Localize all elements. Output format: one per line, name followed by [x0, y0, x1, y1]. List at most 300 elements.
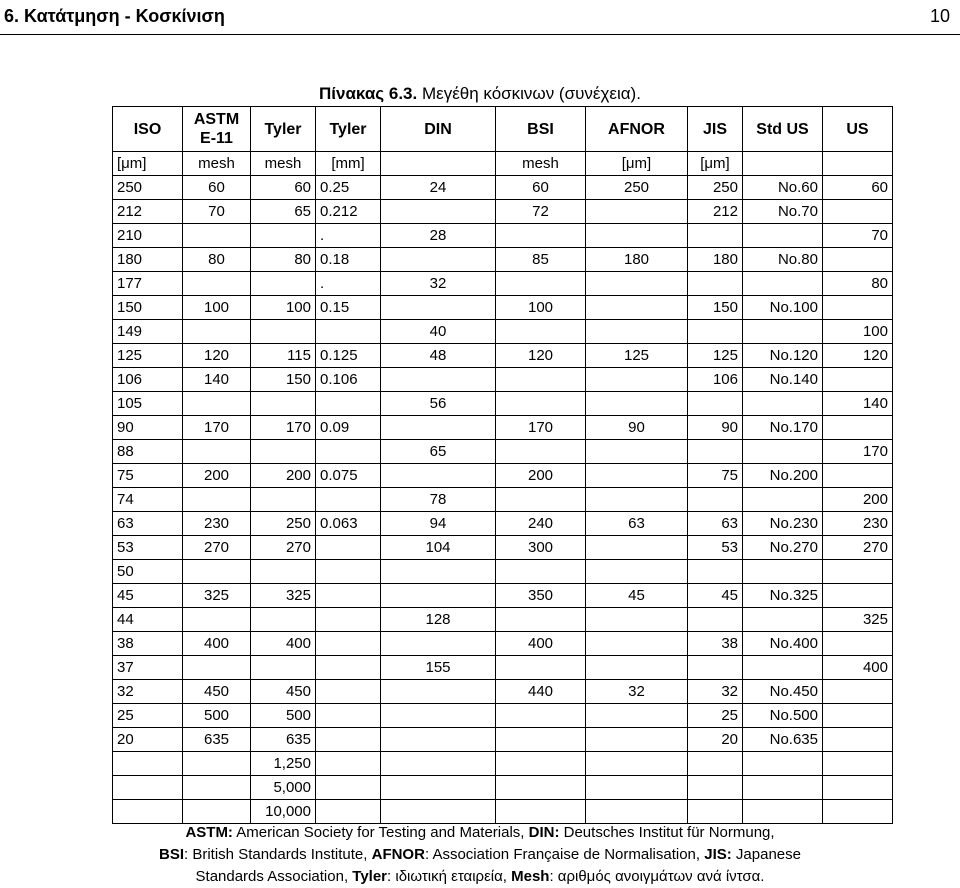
- table-cell: [743, 800, 823, 824]
- table-cell: 78: [381, 488, 496, 512]
- table-cell: [mm]: [316, 152, 381, 176]
- table-cell: 70: [823, 224, 893, 248]
- table-cell: [251, 320, 316, 344]
- table-row: [113, 536, 893, 560]
- table-cell: No.170: [743, 416, 823, 440]
- table-cell: 440: [496, 680, 586, 704]
- table-cell: 170: [823, 440, 893, 464]
- table-cell: 1,250: [251, 752, 316, 776]
- table-cell: 28: [381, 224, 496, 248]
- table-cell: 450: [251, 680, 316, 704]
- caption-label: Πίνακας 6.3.: [319, 84, 418, 103]
- table-cell: [381, 776, 496, 800]
- table-cell: [688, 440, 743, 464]
- table-cell: [251, 560, 316, 584]
- table-cell: [586, 368, 688, 392]
- table-cell: 94: [381, 512, 496, 536]
- column-header: Tyler: [251, 107, 316, 152]
- table-cell: [823, 728, 893, 752]
- footnote-line: [0, 866, 960, 888]
- table-cell: 80: [823, 272, 893, 296]
- table-cell: [381, 368, 496, 392]
- table-cell: [586, 536, 688, 560]
- table-cell: [743, 224, 823, 248]
- table-cell: [688, 800, 743, 824]
- table-cell: [743, 320, 823, 344]
- footnote-term: JIS:: [704, 846, 732, 863]
- table-cell: [496, 440, 586, 464]
- table-cell: 5,000: [251, 776, 316, 800]
- table-cell: 115: [251, 344, 316, 368]
- table-cell: [183, 656, 251, 680]
- table-cell: 80: [183, 248, 251, 272]
- table-cell: No.60: [743, 176, 823, 200]
- table-cell: [381, 560, 496, 584]
- footnote-line: [0, 822, 960, 844]
- table-cell: 240: [496, 512, 586, 536]
- table-cell: [823, 776, 893, 800]
- table-cell: 88: [113, 440, 183, 464]
- table-cell: 65: [251, 200, 316, 224]
- table-cell: [823, 560, 893, 584]
- table-cell: [688, 272, 743, 296]
- table-row: [113, 560, 893, 584]
- table-cell: 65: [381, 440, 496, 464]
- table-cell: [823, 584, 893, 608]
- table-cell: 75: [113, 464, 183, 488]
- table-row: [113, 464, 893, 488]
- table-cell: [251, 272, 316, 296]
- table-cell: [823, 704, 893, 728]
- table-cell: [381, 728, 496, 752]
- table-cell: [496, 560, 586, 584]
- table-cell: [688, 656, 743, 680]
- column-header: Std US: [743, 107, 823, 152]
- table-cell: [823, 680, 893, 704]
- table-cell: [496, 272, 586, 296]
- table-cell: 85: [496, 248, 586, 272]
- table-row: [113, 776, 893, 800]
- table-cell: [496, 656, 586, 680]
- table-cell: 150: [251, 368, 316, 392]
- footnote-line: [0, 844, 960, 866]
- table-cell: [496, 728, 586, 752]
- column-header: US: [823, 107, 893, 152]
- sieve-size-table: [112, 106, 893, 824]
- table-row: [113, 368, 893, 392]
- table-cell: [496, 392, 586, 416]
- table-row: [113, 656, 893, 680]
- table-cell: mesh: [183, 152, 251, 176]
- table-cell: [743, 272, 823, 296]
- table-row: [113, 320, 893, 344]
- table-row: [113, 248, 893, 272]
- table-cell: 200: [251, 464, 316, 488]
- table-cell: [586, 632, 688, 656]
- table-cell: 32: [381, 272, 496, 296]
- table-cell: 100: [823, 320, 893, 344]
- table-cell: 106: [113, 368, 183, 392]
- table-cell: [496, 704, 586, 728]
- table-cell: [251, 656, 316, 680]
- table-cell: 120: [823, 344, 893, 368]
- table-cell: [688, 392, 743, 416]
- table-cell: 70: [183, 200, 251, 224]
- table-cell: [183, 488, 251, 512]
- footnote-text: Deutsches Institut für Normung,: [559, 824, 775, 841]
- table-row: [113, 296, 893, 320]
- table-cell: [743, 656, 823, 680]
- table-cell: 155: [381, 656, 496, 680]
- table-cell: 63: [688, 512, 743, 536]
- table-cell: [743, 488, 823, 512]
- table-cell: 74: [113, 488, 183, 512]
- table-cell: .: [316, 224, 381, 248]
- table-cell: 0.125: [316, 344, 381, 368]
- footnote-text: : ιδιωτική εταιρεία,: [387, 868, 512, 885]
- table-cell: 250: [586, 176, 688, 200]
- table-cell: 0.075: [316, 464, 381, 488]
- table-cell: 72: [496, 200, 586, 224]
- table-cell: 150: [113, 296, 183, 320]
- table-cell: [251, 224, 316, 248]
- table-row: [113, 440, 893, 464]
- table-cell: [113, 752, 183, 776]
- table-cell: [316, 392, 381, 416]
- table-cell: [688, 488, 743, 512]
- table-cell: [586, 800, 688, 824]
- table-cell: No.635: [743, 728, 823, 752]
- table-cell: [316, 752, 381, 776]
- table-cell: [823, 152, 893, 176]
- table-cell: 90: [586, 416, 688, 440]
- table-cell: [496, 368, 586, 392]
- table-cell: [586, 608, 688, 632]
- page-header: [0, 0, 960, 35]
- table-cell: [183, 608, 251, 632]
- table-cell: 44: [113, 608, 183, 632]
- table-cell: 170: [496, 416, 586, 440]
- footnote-term: ASTM:: [185, 824, 233, 841]
- table-cell: 300: [496, 536, 586, 560]
- table-cell: [586, 296, 688, 320]
- table-cell: [183, 776, 251, 800]
- table-row: [113, 800, 893, 824]
- table-cell: 32: [586, 680, 688, 704]
- table-cell: 230: [823, 512, 893, 536]
- table-cell: 325: [823, 608, 893, 632]
- column-header: ISO: [113, 107, 183, 152]
- table-cell: 80: [251, 248, 316, 272]
- table-cell: 0.18: [316, 248, 381, 272]
- table-cell: 63: [586, 512, 688, 536]
- column-header: JIS: [688, 107, 743, 152]
- table-cell: [183, 272, 251, 296]
- table-cell: 270: [183, 536, 251, 560]
- table-cell: [μm]: [688, 152, 743, 176]
- table-cell: [381, 248, 496, 272]
- table-cell: 38: [113, 632, 183, 656]
- table-cell: [μm]: [586, 152, 688, 176]
- table-cell: 250: [113, 176, 183, 200]
- footnote-text: : Association Française de Normalisation,: [424, 846, 705, 863]
- table-cell: 56: [381, 392, 496, 416]
- table-cell: 125: [688, 344, 743, 368]
- table-cell: [381, 416, 496, 440]
- table-cell: [316, 800, 381, 824]
- table-cell: [823, 296, 893, 320]
- table-cell: 60: [183, 176, 251, 200]
- table-cell: 75: [688, 464, 743, 488]
- table-cell: 20: [688, 728, 743, 752]
- footnote-term: Tyler: [352, 868, 388, 885]
- table-cell: [316, 440, 381, 464]
- table-cell: [743, 392, 823, 416]
- table-cell: 60: [251, 176, 316, 200]
- table-row: [113, 224, 893, 248]
- table-cell: No.450: [743, 680, 823, 704]
- table-cell: [743, 608, 823, 632]
- table-cell: [381, 296, 496, 320]
- table-cell: [586, 656, 688, 680]
- table-cell: [586, 320, 688, 344]
- table-cell: [688, 320, 743, 344]
- table-cell: 140: [183, 368, 251, 392]
- table-cell: 180: [113, 248, 183, 272]
- table-cell: 0.25: [316, 176, 381, 200]
- table-cell: 350: [496, 584, 586, 608]
- table-cell: [586, 464, 688, 488]
- table-cell: No.100: [743, 296, 823, 320]
- table-cell: 635: [183, 728, 251, 752]
- table-cell: 250: [251, 512, 316, 536]
- table-cell: 180: [688, 248, 743, 272]
- table-cell: [316, 728, 381, 752]
- table-cell: 53: [688, 536, 743, 560]
- table-cell: [183, 440, 251, 464]
- table-cell: [381, 200, 496, 224]
- footnote-term: AFNOR: [371, 846, 425, 863]
- table-cell: No.270: [743, 536, 823, 560]
- table-cell: [823, 416, 893, 440]
- table-cell: [586, 728, 688, 752]
- table-cell: 0.09: [316, 416, 381, 440]
- table-cell: 120: [496, 344, 586, 368]
- table-cell: [586, 200, 688, 224]
- table-cell: [586, 224, 688, 248]
- table-cell: [316, 536, 381, 560]
- table-cell: [183, 320, 251, 344]
- table-row: [113, 752, 893, 776]
- table-cell: mesh: [251, 152, 316, 176]
- table-cell: 60: [823, 176, 893, 200]
- column-header: Tyler: [316, 107, 381, 152]
- page-number: 10: [929, 6, 950, 26]
- table-cell: [823, 632, 893, 656]
- table-cell: 270: [823, 536, 893, 560]
- table-cell: [743, 752, 823, 776]
- table-row: [113, 704, 893, 728]
- footnote: [0, 822, 960, 888]
- table-cell: [586, 272, 688, 296]
- table-cell: 0.106: [316, 368, 381, 392]
- table-cell: [316, 680, 381, 704]
- table-cell: [381, 632, 496, 656]
- table-cell: 212: [113, 200, 183, 224]
- table-cell: [586, 440, 688, 464]
- table-cell: [823, 800, 893, 824]
- table-cell: [496, 320, 586, 344]
- table-cell: [316, 608, 381, 632]
- table-cell: 100: [251, 296, 316, 320]
- table-cell: [316, 584, 381, 608]
- table-row: [113, 176, 893, 200]
- table-row: [113, 632, 893, 656]
- table-cell: 200: [496, 464, 586, 488]
- table-cell: 25: [688, 704, 743, 728]
- table-cell: [316, 560, 381, 584]
- table-cell: 60: [496, 176, 586, 200]
- table-cell: 90: [688, 416, 743, 440]
- table-cell: 0.063: [316, 512, 381, 536]
- table-cell: 125: [586, 344, 688, 368]
- table-cell: [586, 488, 688, 512]
- table-cell: [586, 560, 688, 584]
- table-cell: [183, 752, 251, 776]
- table-cell: [316, 488, 381, 512]
- table-cell: 20: [113, 728, 183, 752]
- table-header-row: [113, 107, 893, 152]
- table-cell: 10,000: [251, 800, 316, 824]
- table-row: [113, 392, 893, 416]
- table-cell: 170: [251, 416, 316, 440]
- table-cell: 32: [688, 680, 743, 704]
- table-row: [113, 488, 893, 512]
- table-cell: [688, 224, 743, 248]
- table-cell: [381, 704, 496, 728]
- table-cell: [496, 224, 586, 248]
- table-cell: 400: [183, 632, 251, 656]
- table-cell: [251, 392, 316, 416]
- table-cell: [251, 488, 316, 512]
- table-cell: [113, 800, 183, 824]
- footnote-term: Mesh: [511, 868, 550, 885]
- table-cell: [496, 776, 586, 800]
- column-header: BSI: [496, 107, 586, 152]
- table-cell: [496, 608, 586, 632]
- table-cell: [823, 200, 893, 224]
- table-cell: 400: [823, 656, 893, 680]
- table-cell: [183, 392, 251, 416]
- table-cell: [496, 800, 586, 824]
- footnote-text: Standards Association,: [195, 868, 353, 885]
- table-cell: 230: [183, 512, 251, 536]
- table-cell: [381, 152, 496, 176]
- table-cell: 38: [688, 632, 743, 656]
- table-cell: [496, 752, 586, 776]
- table-cell: No.70: [743, 200, 823, 224]
- table-cell: No.80: [743, 248, 823, 272]
- table-cell: .: [316, 272, 381, 296]
- table-cell: [496, 488, 586, 512]
- table-cell: [688, 608, 743, 632]
- table-cell: No.140: [743, 368, 823, 392]
- table-cell: [381, 800, 496, 824]
- table-cell: No.325: [743, 584, 823, 608]
- table-cell: [183, 224, 251, 248]
- column-header: ASTM E-11: [183, 107, 251, 152]
- table-row: [113, 584, 893, 608]
- table-cell: 270: [251, 536, 316, 560]
- table-cell: No.230: [743, 512, 823, 536]
- table-cell: [183, 800, 251, 824]
- table-row: [113, 512, 893, 536]
- table-cell: 50: [113, 560, 183, 584]
- table-cell: 125: [113, 344, 183, 368]
- table-row: [113, 728, 893, 752]
- table-cell: [586, 704, 688, 728]
- table-row: [113, 680, 893, 704]
- footnote-term: DIN:: [528, 824, 560, 841]
- table-cell: [251, 608, 316, 632]
- table-cell: [823, 368, 893, 392]
- table-cell: No.400: [743, 632, 823, 656]
- table-cell: 250: [688, 176, 743, 200]
- table-row: [113, 344, 893, 368]
- table-cell: 45: [688, 584, 743, 608]
- table-cell: [586, 776, 688, 800]
- table-row: [113, 272, 893, 296]
- table-cell: [316, 776, 381, 800]
- footnote-text: American Society for Testing and Materials,: [232, 824, 529, 841]
- table-cell: [823, 752, 893, 776]
- table-caption: [0, 84, 960, 104]
- table-cell: [381, 464, 496, 488]
- footnote-text: : αριθμός ανοιγμάτων ανά ίντσα.: [549, 868, 765, 885]
- table-cell: [688, 752, 743, 776]
- table-cell: 40: [381, 320, 496, 344]
- table-cell: No.200: [743, 464, 823, 488]
- table-cell: [316, 320, 381, 344]
- table-cell: 48: [381, 344, 496, 368]
- table-cell: 53: [113, 536, 183, 560]
- table-cell: mesh: [496, 152, 586, 176]
- table-row: [113, 200, 893, 224]
- table-cell: 635: [251, 728, 316, 752]
- table-row: [113, 608, 893, 632]
- table-cell: [183, 560, 251, 584]
- table-cell: [586, 752, 688, 776]
- table-cell: [316, 656, 381, 680]
- table-cell: 500: [183, 704, 251, 728]
- table-cell: 180: [586, 248, 688, 272]
- table-cell: 150: [688, 296, 743, 320]
- column-header: DIN: [381, 107, 496, 152]
- table-cell: [743, 560, 823, 584]
- table-cell: 25: [113, 704, 183, 728]
- column-header: AFNOR: [586, 107, 688, 152]
- table-cell: 450: [183, 680, 251, 704]
- footnote-text: Japanese: [731, 846, 801, 863]
- table-cell: 63: [113, 512, 183, 536]
- table-cell: 400: [251, 632, 316, 656]
- table-cell: 37: [113, 656, 183, 680]
- table-cell: 149: [113, 320, 183, 344]
- table-cell: 325: [183, 584, 251, 608]
- table-cell: 500: [251, 704, 316, 728]
- units-row: [113, 152, 893, 176]
- table-cell: [743, 776, 823, 800]
